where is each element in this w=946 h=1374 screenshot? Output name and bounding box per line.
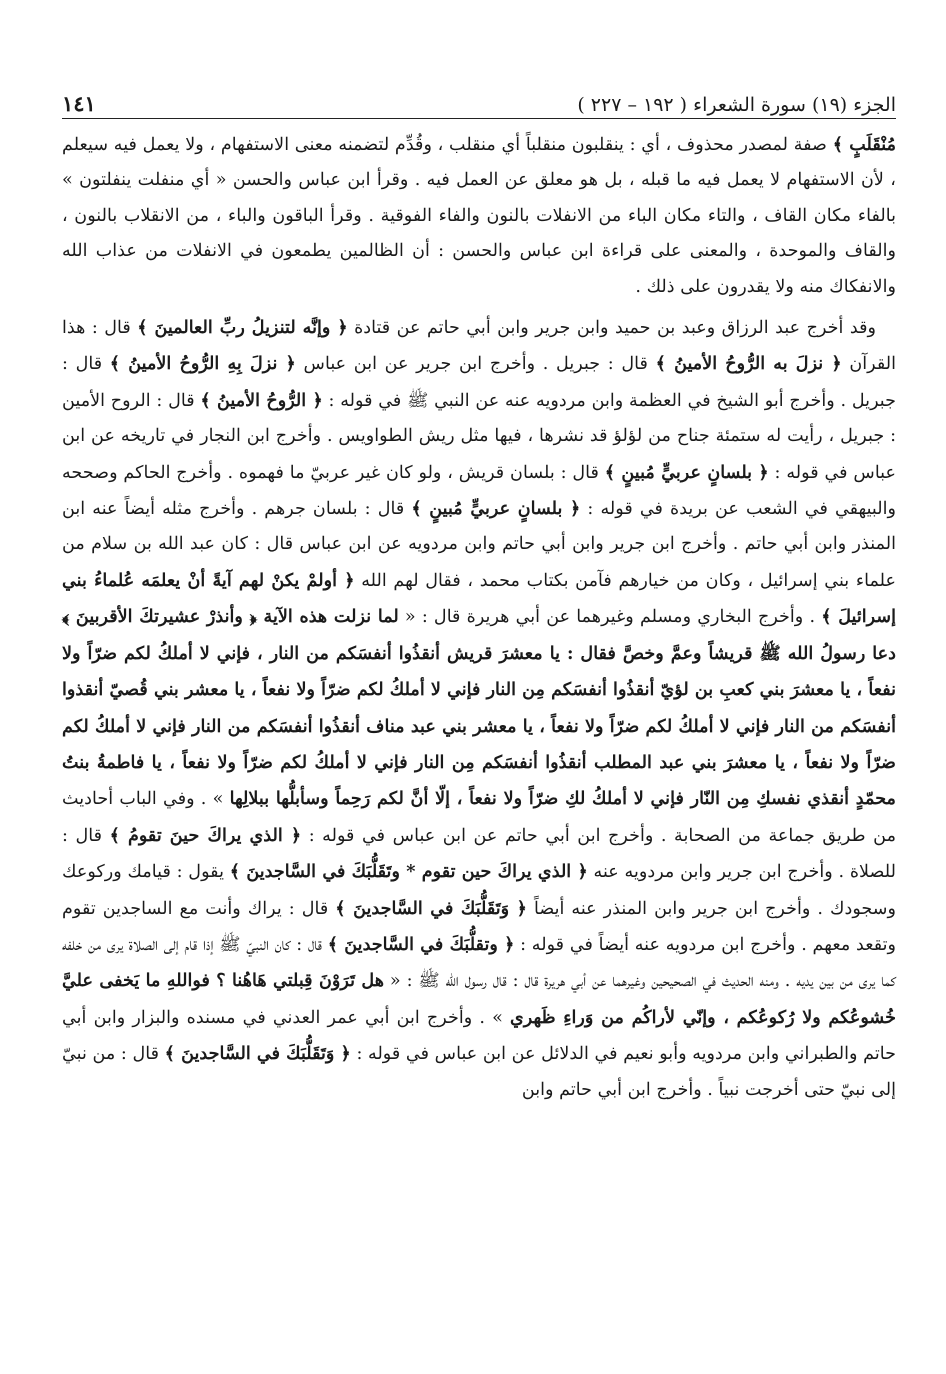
emphasized-text: ﴿ نزلَ بِهِ الرُّوحُ الأمينُ ﴾ xyxy=(109,353,296,375)
text-run: قال : بلسان جرهم . وأخرج مثله أيضاً عنه ابن المنذر وابن أبي حاتم . وأخرج ابن جرير وابن أبي حاتم وابن مردويه عن ابن عباس قال : كان عبد الله بن سلام من علماء بني إسرائيل ، وكان من خيارهم فآمن بكتاب محمد ، فقال لهم الله xyxy=(62,499,896,591)
emphasized-text: ﴿ وتقلُّبَكَ في السَّاجدينَ ﴾ xyxy=(327,933,515,955)
text-run: قال : جبريل . وأخرج أبو الشيخ في العظمة وابن مردويه عنه عن النبي ﷺ في قوله : xyxy=(62,354,896,411)
emphasized-text: ﴿ بلسانٍ عربيٍّ مُبينٍ ﴾ xyxy=(411,498,581,520)
paragraph xyxy=(62,310,896,1108)
emphasized-text: ﴿ بلسانٍ عربيٍّ مُبينٍ ﴾ xyxy=(604,461,769,483)
page-number: ١٤١ xyxy=(62,91,96,116)
text-run: قال : بلسان قريش ، ولو كان غير عربيّ ما فهموه . وأخرج الحاكم وصححه والبيهقي في الشعب عن بريدة في قوله : xyxy=(62,462,896,520)
text-run: قال : جبريل . وأخرج ابن جرير عن ابن عباس xyxy=(295,354,656,375)
body-text xyxy=(62,127,896,1108)
emphasized-text: ﴿ وَتَقَلُّبَكَ في السَّاجدينَ ﴾ xyxy=(335,897,527,919)
text-run: » . وفي الباب أحاديث من طريق جماعة من الصحابة . وأخرج ابن أبي حاتم عن ابن عباس في قوله : xyxy=(62,789,896,846)
emphasized-text: ﴿ الذي يراكَ حين تقوم * وتَقَلُّبَكَ في السَّاجدينَ ﴾ xyxy=(229,861,588,883)
emphasized-text: هل تَرَوْنَ قِبلتي هَاهُنا ؟ فواللهِ ما يَخفى عليَّ خُشوعُكم ولا رُكوعُكم ، وإنّي لأراكُم من وَراءِ ظَهري xyxy=(62,970,897,1028)
text-run: . وأخرج البخاري ومسلم وغيرهما عن أبي هريرة قال : « xyxy=(398,607,822,628)
text-run: وقد أخرج عبد الرزاق وعبد بن حميد وابن جرير وابن أبي حاتم عن قتادة xyxy=(347,318,876,339)
emphasized-text: ﴿ وإنَّه لتنزيلُ ربِّ العالمينَ ﴾ xyxy=(137,317,348,339)
text-run: قال : يراك وأنت مع الساجدين تقوم وتقعد معهم . وأخرج ابن مردويه عنه أيضاً في قوله : xyxy=(62,898,896,955)
header-title: الجزء (١٩) سورة الشعراء ( ١٩٢ – ٢٢٧ ) xyxy=(577,94,896,116)
text-run: » . وأخرج ابن أبي عمر العدني في مسنده والبزار وابن أبي حاتم والطبراني وابن مردويه وأبو نعيم في الدلائل عن ابن عباس في قوله : xyxy=(62,1007,896,1065)
text-run: قال : الروح الأمين : جبريل ، رأيت له ستمئة جناح من لؤلؤ قد نشرها ، فيها مثل ريش الطواويس . وأخرج ابن النجار في تاريخه عن ابن عباس في قوله : xyxy=(62,390,896,483)
running-header xyxy=(62,86,896,119)
emphasized-text: لما نزلت هذه الآية ﴿ وأنذرْ عشيرتكَ الأقربينَ ﴾ دعا رسولُ الله ﷺ قريشاً وعمَّ وخصَّ فقال : يا معشرَ قريش أنقذُوا أنفسَكم من النار ، فإني لا أملكُ لكم ضرّاً ولا نفعاً ، يا معشرَ بني كعبِ بن لؤيّ أنقذُوا أنفسَكم مِن النار فإني لا أملكُ لكم ضرّاً ولا نفعاً ، يا معشر بني قُصيّ أنقذوا أنفسَكم من النار فإني لا أملكُ لكم ضرّاً ولا نفعاً ، يا معشر بني عبد مناف أنقذُوا أنفسَكم من النار فإني لا أملكُ لكم ضرّاً ولا نفعاً ، يا معشرَ بني عبد المطلب أنقذُوا أنفسَكم مِن النار فإني لا أملكُ لكم ضرّاً ولا نفعاً ، يا فاطمةُ بنتُ محمّدٍ أنقذي نفسكِ مِن النّار فإني لا أملكُ لكِ ضرّاً ولا نفعاً ، إلّا أنَّ لكم رَحِماً وسأبلُّها ببلالِها xyxy=(62,606,896,810)
text-run: قال : هذا القرآن xyxy=(62,318,896,375)
emphasized-text: ﴿ الرُّوحُ الأمينُ ﴾ xyxy=(200,389,323,411)
text-run: صفة لمصدر محذوف ، أي : ينقلبون منقلباً أي منقلب ، وقُدِّم لتضمنه معنى الاستفهام ، ولا يعمل فيه سيعلم ، لأن الاستفهام لا يعمل فيه ما قبله ، بل هو معلق عن العمل فيه . وقرأ ابن عباس والحسن « أي منفلت ينفلتون » بالفاء مكان القاف ، والتاء مكان الباء من الانفلات بالنون والفاء الفوقية . وقرأ الباقون والباء ، من الانقلاب بالنون ، والقاف والموحدة ، والمعنى على قراءة ابن عباس والحسن : أن الظالمين يطمعون في الانفلات من عذاب الله والانفكاك منه ولا يقدرون على ذلك . xyxy=(62,135,896,297)
emphasized-text: ﴿ الذي يراكَ حينَ تقومُ ﴾ xyxy=(109,824,302,846)
text-run: يقول : قيامك وركوعك وسجودك . وأخرج ابن جرير وابن المنذر عنه أيضاً xyxy=(62,862,896,919)
text-run: قال : للصلاة . وأخرج ابن جرير وابن مردويه عنه xyxy=(62,825,896,883)
emphasized-text: مُنْقَلَبٍ ﴾ xyxy=(832,134,897,155)
text-run: قال : كان النبيّ ﷺ إذا قام إلى الصلاة يرى من خلفه كما يرى من بين يديه . ومنه الحديث في الصحيحين وغيرهما عن أبي هريرة قال : قال رسول الله ﷺ : « xyxy=(62,934,896,992)
paragraph xyxy=(62,127,896,305)
emphasized-text: ﴿ أولمْ يكنْ لهم آيةً أنْ يعلمَه عُلماءُ بني إسرائيلَ ﴾ xyxy=(62,569,896,628)
emphasized-text: ﴿ نزلَ به الرُّوحُ الأمينُ ﴾ xyxy=(655,353,842,375)
emphasized-text: ﴿ وَتَقَلُّبَكَ في السَّاجدينَ ﴾ xyxy=(164,1043,351,1065)
text-run: قال : من نبيّ إلى نبيّ حتى أخرجت نبياً . وأخرج ابن أبي حاتم وابن xyxy=(62,1044,896,1100)
document-page xyxy=(62,86,896,1108)
